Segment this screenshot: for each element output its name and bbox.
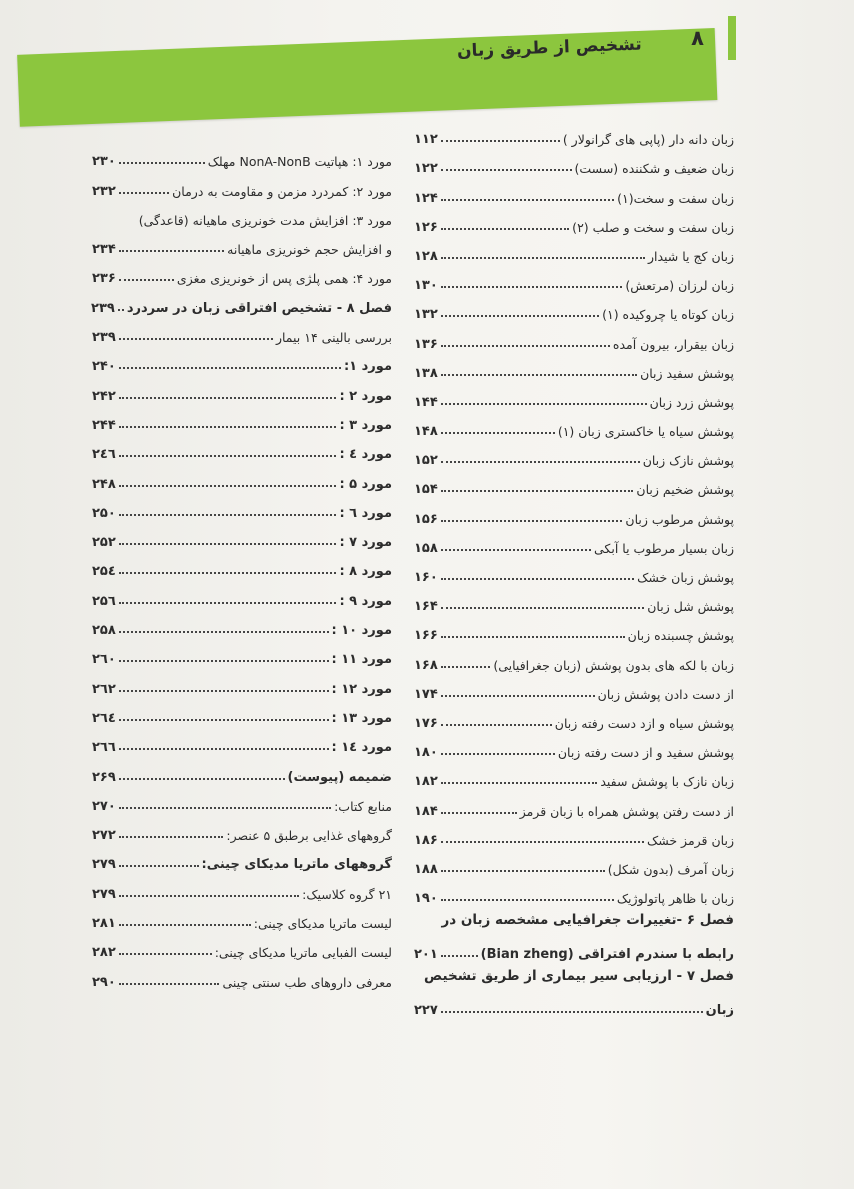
toc-entry[interactable] (414, 585, 734, 614)
toc-entry[interactable] (414, 877, 734, 906)
toc-entry-title: پوشش سیاه یا خاکستری زبان (۱) (557, 424, 734, 440)
leader-dots (119, 279, 174, 281)
toc-entry[interactable] (92, 140, 392, 169)
toc-entry[interactable] (92, 697, 392, 726)
page-number: ۸ (691, 26, 704, 50)
toc-entry[interactable] (92, 609, 392, 638)
toc-entry-title: پوشش زبان خشک (637, 570, 734, 585)
toc-entry-page: ۱۴۴ (414, 394, 438, 410)
page-title: تشخیص از طریق زبان (456, 34, 643, 62)
toc-entry[interactable] (414, 614, 734, 643)
leader-dots (119, 338, 273, 340)
toc-entry[interactable] (414, 439, 734, 468)
leader-dots (441, 432, 555, 434)
toc-entry-title: پوشش شل زبان (647, 599, 734, 615)
toc-entry-page: ۱۵۴ (414, 482, 438, 498)
toc-entry-page: ۲۵٤ (92, 564, 116, 580)
toc-entry[interactable] (92, 433, 392, 462)
toc-entry-title: گروههای ماتریا مدیکای چینی: (201, 857, 392, 873)
toc-entry-title: زبان با لکه های بدون پوشش (زبان جغرافیایی) (493, 657, 734, 673)
toc-entry-title: مورد ۱۱ : (331, 652, 392, 668)
toc-entry-title: مورد ٤ : (339, 447, 392, 463)
leader-dots (441, 812, 517, 814)
edge-accent-bar (728, 16, 736, 60)
leader-dots (441, 841, 644, 843)
toc-entry[interactable] (414, 293, 734, 322)
toc-entry-page: ۲۴۴ (92, 417, 116, 433)
leader-dots (119, 924, 251, 926)
toc-entry-page: ۲٦۰ (92, 652, 116, 668)
toc-entry[interactable] (414, 206, 734, 235)
toc-entry-page: ۱۶۶ (414, 628, 438, 644)
toc-entry-title: پوشش سفید و از دست رفته زبان (557, 745, 734, 761)
leader-dots (119, 983, 220, 985)
toc-entry-page: ۲٦۲ (92, 681, 116, 697)
chapter-6-line1: فصل ۶ -تغییرات جغرافیایی مشخصه زبان در (441, 912, 734, 928)
toc-entry-title: ۲۱ گروه کلاسیک: (302, 886, 392, 902)
toc-entry-title: پوشش زرد زبان (649, 394, 734, 410)
toc-entry-title: پوشش مرطوب زبان (625, 511, 734, 527)
toc-entry[interactable] (414, 381, 734, 410)
toc-entry-page: ۱۳۶ (414, 336, 438, 352)
toc-entry-page: ۱۸۶ (414, 832, 438, 848)
leader-dots (441, 1011, 703, 1013)
toc-entry-page: ۲٦٤ (92, 710, 116, 726)
toc-entry[interactable] (414, 147, 734, 176)
leader-dots (119, 895, 299, 897)
toc-entry-title: زبان کج یا شیدار (647, 248, 734, 264)
toc-entry-page: ۲۵۰ (92, 505, 116, 521)
toc-entry[interactable] (92, 931, 392, 960)
toc-entry[interactable] (92, 257, 392, 286)
toc-entry[interactable] (92, 579, 392, 608)
toc-entry-page: ۱۸۰ (414, 745, 438, 761)
toc-entry-title: زبان دانه دار (پاپی های گرانولار ) (562, 132, 734, 148)
leader-dots (119, 778, 285, 780)
toc-entry-page: ۲۷۹ (92, 857, 116, 873)
toc-entry[interactable] (414, 819, 734, 848)
toc-entry-page: ۲۳۹ (92, 330, 116, 346)
toc-entry[interactable] (92, 755, 392, 784)
toc-entry-title: پوشش چسبنده زبان (627, 628, 734, 644)
toc-entry-page: ۱۸۲ (414, 774, 438, 790)
leader-dots (441, 461, 640, 463)
leader-dots (119, 602, 337, 604)
leader-dots (119, 514, 337, 516)
toc-entry-page: ۱۸۴ (414, 803, 438, 819)
toc-entry-page: ۲٦٦ (92, 740, 116, 756)
toc-entry-title: ضمیمه (پیوست) (287, 769, 392, 785)
toc-entry-page: ۲۷۲ (92, 828, 116, 844)
leader-dots (119, 192, 169, 194)
toc-entry[interactable] (92, 638, 392, 667)
leader-dots (441, 315, 599, 317)
toc-entry[interactable] (414, 118, 734, 147)
toc-entry[interactable] (92, 374, 392, 403)
toc-entry[interactable] (414, 789, 734, 818)
toc-entry[interactable] (414, 176, 734, 205)
toc-entry-page: ۱۶۰ (414, 570, 438, 585)
toc-entry[interactable] (92, 345, 392, 374)
leader-dots (441, 578, 634, 580)
toc-entry-page: ۱۲۲ (414, 161, 438, 177)
toc-entry-title: فصل ۸ - تشخیص افتراقی زبان در سردرد (126, 300, 392, 316)
toc-entry-page: ۲۳۶ (92, 271, 116, 287)
leader-dots (119, 719, 329, 721)
toc-entry-title: گروههای غذایی برطبق ۵ عنصر: (226, 828, 392, 844)
leader-dots (441, 286, 623, 288)
leader-dots (441, 520, 623, 522)
toc-entry-page: ۱۳۲ (414, 307, 438, 323)
toc-entry-title: مورد ۸ : (339, 564, 392, 580)
toc-entry[interactable] (92, 843, 392, 872)
leader-dots (119, 397, 337, 399)
toc-entry-title: زبان ضعیف و شکننده (سست) (574, 161, 734, 177)
chapter-7-line2: زبان (705, 1003, 734, 1018)
toc-entry-title: زبان لرزان (مرتعش) (625, 278, 734, 294)
leader-dots (119, 631, 329, 633)
toc-entry-title: پوشش سفید زبان (640, 365, 734, 381)
leader-dots (119, 836, 224, 838)
leader-dots (441, 169, 572, 171)
toc-entry[interactable] (92, 228, 392, 257)
toc-entry-page: ۲۵۸ (92, 623, 116, 639)
leader-dots (119, 748, 329, 750)
toc-entry-chapter6[interactable] (414, 934, 734, 962)
leader-dots (441, 549, 591, 551)
toc-entry-title: زبان بسیار مرطوب یا آبکی (594, 540, 734, 556)
leader-dots (119, 953, 212, 955)
toc-entry-title: مورد ۷ : (339, 535, 392, 551)
toc-entry-page: ۲۸۲ (92, 945, 116, 961)
toc-entry-page: ۱۵۶ (414, 511, 438, 527)
toc-entry[interactable] (92, 404, 392, 433)
leader-dots (441, 140, 560, 142)
toc-entry-title: معرفی داروهای طب سنتی چینی (222, 974, 392, 990)
toc-left-column (92, 140, 392, 990)
leader-dots (441, 782, 598, 784)
toc-entry-title: مورد ۱۰ : (331, 623, 392, 639)
toc-entry[interactable] (414, 410, 734, 439)
toc-entry-page: ۱۲۴ (414, 190, 438, 206)
toc-entry-page: ۲۵۲ (92, 535, 116, 551)
toc-entry-title: زبان آمرف (بدون شکل) (607, 861, 734, 877)
leader-dots (441, 666, 491, 668)
leader-dots (441, 607, 644, 609)
toc-entry-title: از دست دادن پوشش زبان (597, 686, 734, 702)
leader-dots (119, 367, 341, 369)
leader-dots (119, 455, 337, 457)
toc-entry[interactable] (92, 814, 392, 843)
toc-entry-page: ۱۸۸ (414, 861, 438, 877)
toc-entry-title: پوشش سیاه و ازد دست رفته زبان (554, 715, 734, 731)
leader-dots (119, 162, 205, 164)
toc-entry-title: مورد ٦ : (339, 505, 392, 521)
toc-entry-title: پوشش ضخیم زبان (636, 482, 734, 498)
toc-entry-title: لیست الفبایی ماتریا مدیکای چینی: (214, 945, 392, 961)
toc-entry-chapter7[interactable] (414, 990, 734, 1018)
toc-entry[interactable] (414, 848, 734, 877)
toc-entry-page: ۲۷۹ (92, 886, 116, 902)
toc-entry-page: ۲٤٦ (92, 447, 116, 463)
toc-entry-title: زبان قرمز خشک (647, 832, 734, 848)
chapter-6-line2: رابطه با سندرم افتراقی (Bian zheng) (480, 947, 734, 962)
leader-dots (441, 257, 645, 259)
toc-entry-page: ۱۴۸ (414, 424, 438, 440)
leader-dots (441, 403, 647, 405)
toc-entry-page: ۱۷۶ (414, 715, 438, 731)
leader-dots (441, 490, 634, 492)
toc-entry-title: منابع کتاب: (334, 798, 392, 814)
toc-entry-page: ۱۵۸ (414, 540, 438, 556)
toc-entry-page: ۲۷۰ (92, 798, 116, 814)
toc-entry-page: ۲۴۰ (92, 359, 116, 375)
toc-entry-title: زبان کوتاه یا چروکیده (۱) (602, 307, 734, 323)
toc-entry[interactable] (414, 702, 734, 731)
toc-entry[interactable] (414, 497, 734, 526)
toc-entry-title: مورد ۱٤ : (331, 740, 392, 756)
toc-entry-page: ۱۳۸ (414, 365, 438, 381)
toc-entry-title: بررسی بالینی ۱۴ بیمار (275, 330, 392, 346)
leader-dots (441, 753, 555, 755)
toc-entry-title: مورد ۱۳ : (331, 710, 392, 726)
toc-entry-title: زبان بیقرار، بیرون آمده (612, 336, 734, 352)
toc-entry[interactable] (92, 667, 392, 696)
toc-entry[interactable] (92, 169, 392, 198)
toc-entry-title: مورد ۵ : (339, 476, 392, 492)
toc-entry-title: زبان سفت و سخت(۱) (617, 190, 734, 206)
toc-entry[interactable] (414, 235, 734, 264)
toc-entry-title: و افزایش حجم خونریزی ماهیانه (227, 242, 392, 258)
toc-entry[interactable] (92, 286, 392, 315)
toc-entry[interactable] (92, 316, 392, 345)
toc-entry-title: مورد ۱: هپاتیت NonA-NonB مهلک (207, 154, 392, 170)
leader-dots (441, 899, 614, 901)
toc-entry[interactable] (414, 264, 734, 293)
toc-right-column (414, 118, 734, 906)
toc-entry[interactable] (92, 492, 392, 521)
toc-entry[interactable] (92, 902, 392, 931)
toc-entry-title: مورد ۱: (343, 359, 392, 375)
toc-entry-page: ۱۲۸ (414, 248, 438, 264)
leader-dots (441, 199, 614, 201)
toc-entry-page: ۲۳۲ (92, 183, 116, 199)
toc-entry[interactable] (92, 521, 392, 550)
toc-entry-title: از دست رفتن پوشش همراه با زبان قرمز (519, 803, 734, 819)
toc-entry[interactable] (92, 785, 392, 814)
toc-entry-page: ۲۶۹ (92, 769, 116, 785)
chapter-entries (414, 906, 734, 1018)
toc-entry[interactable] (92, 199, 392, 228)
leader-dots (441, 870, 605, 872)
chapter-6-page: ۲۰۱ (414, 947, 438, 962)
toc-entry-page: ۱۳۰ (414, 278, 438, 294)
toc-entry[interactable] (92, 550, 392, 579)
leader-dots (441, 955, 478, 957)
toc-entry-page: ۲۳۹ (91, 300, 115, 316)
chapter-7-line1: فصل ۷ - ارزیابی سیر بیماری از طریق تشخیص (424, 968, 734, 984)
chapter-7-page: ۲۲۷ (414, 1003, 438, 1018)
toc-entry-page: ۱۷۴ (414, 686, 438, 702)
toc-entry-title: پوشش نازک زبان (642, 453, 734, 469)
leader-dots (119, 485, 337, 487)
toc-entry-title: مورد ۹ : (339, 593, 392, 609)
toc-entry-title: زبان با ظاهر پاتولوژیک (616, 891, 734, 907)
leader-dots (119, 572, 337, 574)
leader-dots (441, 636, 625, 638)
toc-entry-page: ۲۹۰ (92, 974, 116, 990)
toc-entry-title: مورد ۳ : (339, 417, 392, 433)
toc-entry-title: مورد ۲ : (339, 388, 392, 404)
toc-entry[interactable] (92, 872, 392, 901)
leader-dots (119, 426, 337, 428)
toc-entry[interactable] (414, 760, 734, 789)
leader-dots (441, 374, 637, 376)
toc-entry-page: ۲۵٦ (92, 593, 116, 609)
leader-dots (441, 345, 610, 347)
toc-entry[interactable] (414, 468, 734, 497)
leader-dots (119, 865, 199, 867)
leader-dots (119, 807, 331, 809)
toc-entry-page: ۲۳۰ (92, 154, 116, 170)
toc-entry-page: ۱۲۶ (414, 219, 438, 235)
toc-entry[interactable] (414, 731, 734, 760)
leader-dots (119, 660, 329, 662)
toc-entry-page: ۱۱۲ (414, 132, 438, 148)
toc-entry[interactable] (92, 462, 392, 491)
toc-entry-page: ۱۶۴ (414, 599, 438, 615)
leader-dots (441, 724, 552, 726)
toc-entry-title: لیست ماتریا مدیکای چینی: (253, 916, 392, 932)
toc-entry-page: ۱۶۸ (414, 657, 438, 673)
toc-entry[interactable] (414, 673, 734, 702)
toc-entry-page: ۱۹۰ (414, 891, 438, 907)
toc-entry-page: ۲۴۸ (92, 476, 116, 492)
toc-entry-page: ۲۸۱ (92, 916, 116, 932)
toc-entry[interactable] (92, 960, 392, 989)
toc-entry-page: ۲۴۲ (92, 388, 116, 404)
leader-dots (119, 690, 329, 692)
toc-entry-title: مورد ۲: کمردرد مزمن و مقاومت به درمان (172, 183, 392, 199)
toc-entry-title: زبان سفت و سخت و صلب (۲) (572, 219, 734, 235)
toc-entry[interactable] (414, 556, 734, 585)
toc-entry[interactable] (414, 643, 734, 672)
leader-dots (119, 543, 337, 545)
toc-entry-page: ۱۵۲ (414, 453, 438, 469)
toc-entry-title: زبان نازک با پوشش سفید (600, 774, 734, 790)
toc-entry[interactable] (414, 352, 734, 381)
toc-entry[interactable] (414, 527, 734, 556)
toc-entry-title: مورد ۴: همی پلژی پس از خونریزی مغزی (176, 271, 392, 287)
toc-entry[interactable] (414, 322, 734, 351)
toc-entry-title: مورد ۳: افزایش مدت خونریزی ماهیانه (قاعدگی) (138, 212, 392, 228)
leader-dots (441, 228, 569, 230)
toc-entry-title: مورد ۱۲ : (331, 681, 392, 697)
toc-entry-page: ۲۳۴ (92, 242, 116, 258)
leader-dots (118, 309, 124, 311)
leader-dots (119, 250, 224, 252)
toc-entry[interactable] (92, 726, 392, 755)
leader-dots (441, 695, 595, 697)
